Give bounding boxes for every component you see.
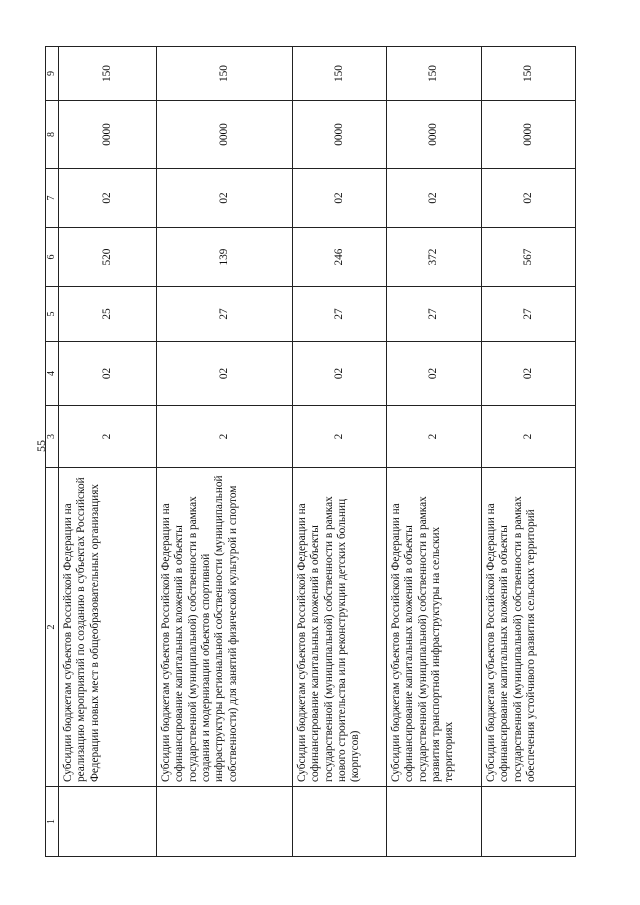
cell-col4: 02 [482, 342, 576, 406]
cell-col9: 150 [293, 47, 387, 101]
column-header: 8 [46, 101, 59, 169]
table-row [482, 47, 576, 857]
column-header: 9 [46, 47, 59, 101]
cell-col8: 0000 [157, 101, 293, 169]
budget-classification-table [45, 46, 576, 857]
cell-col8: 0000 [293, 101, 387, 169]
column-header: 2 [46, 468, 59, 787]
cell-col5: 27 [482, 287, 576, 342]
cell-col5: 25 [59, 287, 157, 342]
table-row [293, 47, 387, 857]
cell-col7: 02 [482, 169, 576, 228]
cell-col1 [482, 787, 576, 857]
cell-col5: 27 [157, 287, 293, 342]
cell-description: Субсидии бюджетам субъектов Российской Федерации на софинансирование капитальных вложений в объекты государственной (муниципальной) собственности в рамках создания и модернизации объектов спортивной инфраструктуры региональной собственности (муниципальной собственности) для занятий физической культурой и спортом [157, 468, 293, 787]
column-number-header-row [46, 47, 59, 857]
cell-col6: 372 [387, 228, 482, 287]
cell-col1 [387, 787, 482, 857]
column-header: 5 [46, 287, 59, 342]
cell-col7: 02 [293, 169, 387, 228]
cell-col5: 27 [387, 287, 482, 342]
cell-col3: 2 [293, 406, 387, 468]
cell-col4: 02 [59, 342, 157, 406]
cell-col3: 2 [157, 406, 293, 468]
cell-col1 [59, 787, 157, 857]
column-header: 3 [46, 406, 59, 468]
cell-description: Субсидии бюджетам субъектов Российской Федерации на софинансирование капитальных вложений в объекты государственной (муниципальной) собственности в рамках нового строительства или реконструкции детских больниц (корпусов) [293, 468, 387, 787]
cell-col3: 2 [387, 406, 482, 468]
cell-col6: 246 [293, 228, 387, 287]
cell-col4: 02 [157, 342, 293, 406]
cell-col9: 150 [387, 47, 482, 101]
cell-col3: 2 [59, 406, 157, 468]
cell-col7: 02 [59, 169, 157, 228]
cell-col6: 520 [59, 228, 157, 287]
cell-description: Субсидии бюджетам субъектов Российской Федерации на софинансирование капитальных вложений в объекты государственной (муниципальной) собственности в рамках развития транспортной инфраструктуры на сельских территориях [387, 468, 482, 787]
cell-col4: 02 [387, 342, 482, 406]
budget-classification-table-container [45, 47, 562, 857]
cell-col7: 02 [157, 169, 293, 228]
cell-col7: 02 [387, 169, 482, 228]
cell-col1 [157, 787, 293, 857]
cell-col8: 0000 [482, 101, 576, 169]
cell-col6: 567 [482, 228, 576, 287]
table-row [387, 47, 482, 857]
table-row [59, 47, 157, 857]
cell-description: Субсидии бюджетам субъектов Российской Федерации на реализацию мероприятий по созданию в субъектах Российской Федерации новых мест в общеобразовательных организациях [59, 468, 157, 787]
column-header: 6 [46, 228, 59, 287]
column-header: 4 [46, 342, 59, 406]
table-row [157, 47, 293, 857]
cell-col4: 02 [293, 342, 387, 406]
cell-description: Субсидии бюджетам субъектов Российской Федерации на софинансирование капитальных вложений в объекты государственной (муниципальной) собственности в рамках обеспечения устойчивого развития сельских территорий [482, 468, 576, 787]
cell-col8: 0000 [387, 101, 482, 169]
cell-col5: 27 [293, 287, 387, 342]
cell-col8: 0000 [59, 101, 157, 169]
column-header: 7 [46, 169, 59, 228]
column-header: 1 [46, 787, 59, 857]
cell-col9: 150 [157, 47, 293, 101]
cell-col6: 139 [157, 228, 293, 287]
cell-col9: 150 [59, 47, 157, 101]
cell-col3: 2 [482, 406, 576, 468]
page-number: 55 [34, 440, 48, 452]
cell-col9: 150 [482, 47, 576, 101]
cell-col1 [293, 787, 387, 857]
